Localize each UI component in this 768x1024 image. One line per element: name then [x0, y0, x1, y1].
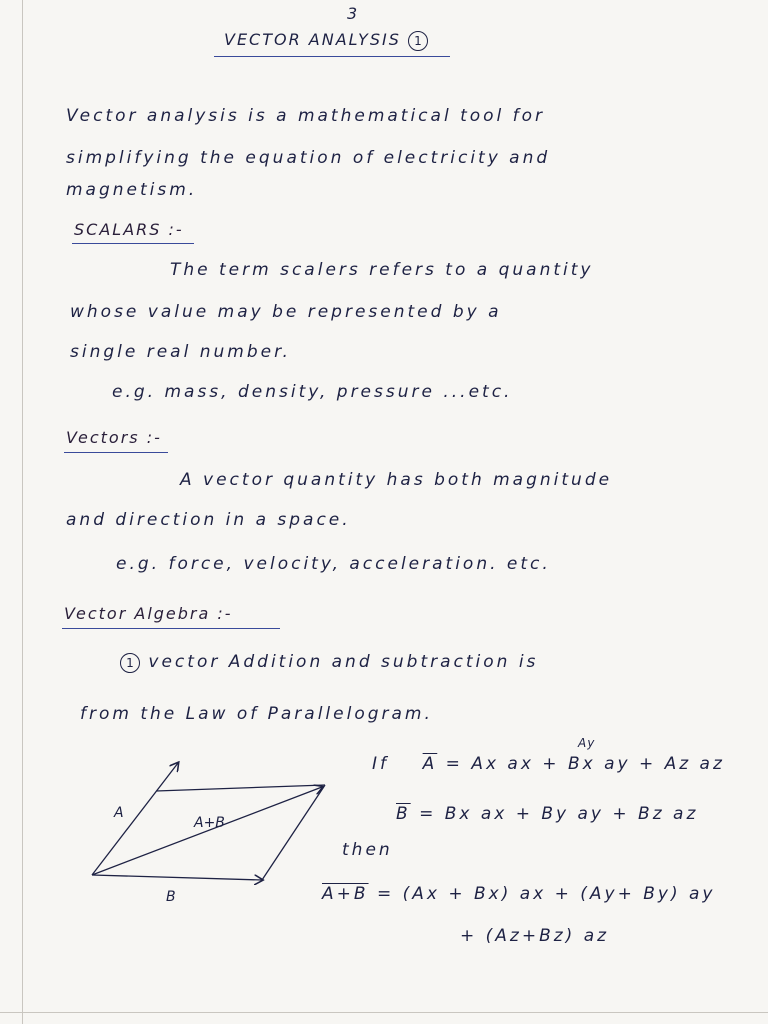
equation-sum-rhs: = (Ax + Bx) ax + (Ay+ By) ay	[376, 884, 716, 904]
vector-algebra-underline	[62, 628, 280, 629]
vectors-heading: Vectors :-	[66, 428, 162, 447]
scalars-line-2: whose value may be represented by a	[70, 302, 502, 322]
intro-line-1: Vector analysis is a mathematical tool for	[66, 106, 546, 126]
parallelogram-diagram	[70, 755, 350, 915]
scalars-line-3: single real number.	[70, 342, 291, 362]
label-a: A	[114, 805, 124, 821]
parallelogram-top-side	[156, 785, 325, 791]
page-number: 3	[347, 4, 358, 23]
vectors-line-1: A vector quantity has both magnitude	[180, 470, 613, 490]
margin-line	[22, 0, 23, 1024]
label-a-plus-b: A+B	[194, 815, 225, 831]
vector-algebra-item-1-line-2: from the Law of Parallelogram.	[80, 704, 433, 724]
page-title-number: 1	[408, 31, 428, 51]
ay-annotation: Ay	[578, 736, 596, 750]
page-title	[224, 30, 428, 51]
vectors-underline	[64, 452, 168, 453]
vector-sum-symbol: A+B	[322, 884, 369, 904]
equation-b-rhs: = Bx ax + By ay + Bz az	[419, 804, 699, 824]
vector-algebra-item-1-line-1: vector Addition and subtraction is	[148, 652, 539, 672]
equation-a	[372, 754, 725, 774]
vector-a-symbol: $\overline{A}$	[422, 754, 438, 774]
if-word: If	[372, 754, 389, 774]
scalars-heading: SCALARS :-	[74, 220, 184, 239]
equation-b	[396, 804, 698, 824]
item-number-1: 1	[120, 653, 140, 673]
intro-line-2: simplifying the equation of electricity and	[66, 148, 551, 168]
parallelogram-right-side	[262, 785, 325, 880]
vector-b-symbol: $\overline{B}$	[396, 804, 411, 824]
scalars-line-1: The term scalers refers to a quantity	[170, 260, 594, 280]
then-word: then	[342, 840, 393, 860]
equation-a-rhs: = Ax ax + Bx ay + Az az	[445, 754, 725, 774]
intro-line-3: magnetism.	[66, 180, 198, 200]
scalars-example: e.g. mass, density, pressure ...etc.	[112, 382, 513, 402]
vectors-example: e.g. force, velocity, acceleration. etc.	[116, 554, 551, 574]
vector-algebra-item-1	[120, 652, 538, 673]
bottom-rule	[0, 1012, 768, 1013]
label-b: B	[166, 889, 176, 905]
equation-sum-continued: + (Az+Bz) az	[460, 926, 610, 946]
scalars-underline	[72, 243, 194, 244]
equation-sum	[322, 884, 715, 904]
vectors-line-2: and direction in a space.	[66, 510, 351, 530]
vector-b-line	[92, 875, 262, 880]
vector-algebra-heading: Vector Algebra :-	[64, 604, 233, 623]
page-title-text: VECTOR ANALYSIS	[224, 30, 401, 49]
title-underline	[214, 56, 450, 57]
